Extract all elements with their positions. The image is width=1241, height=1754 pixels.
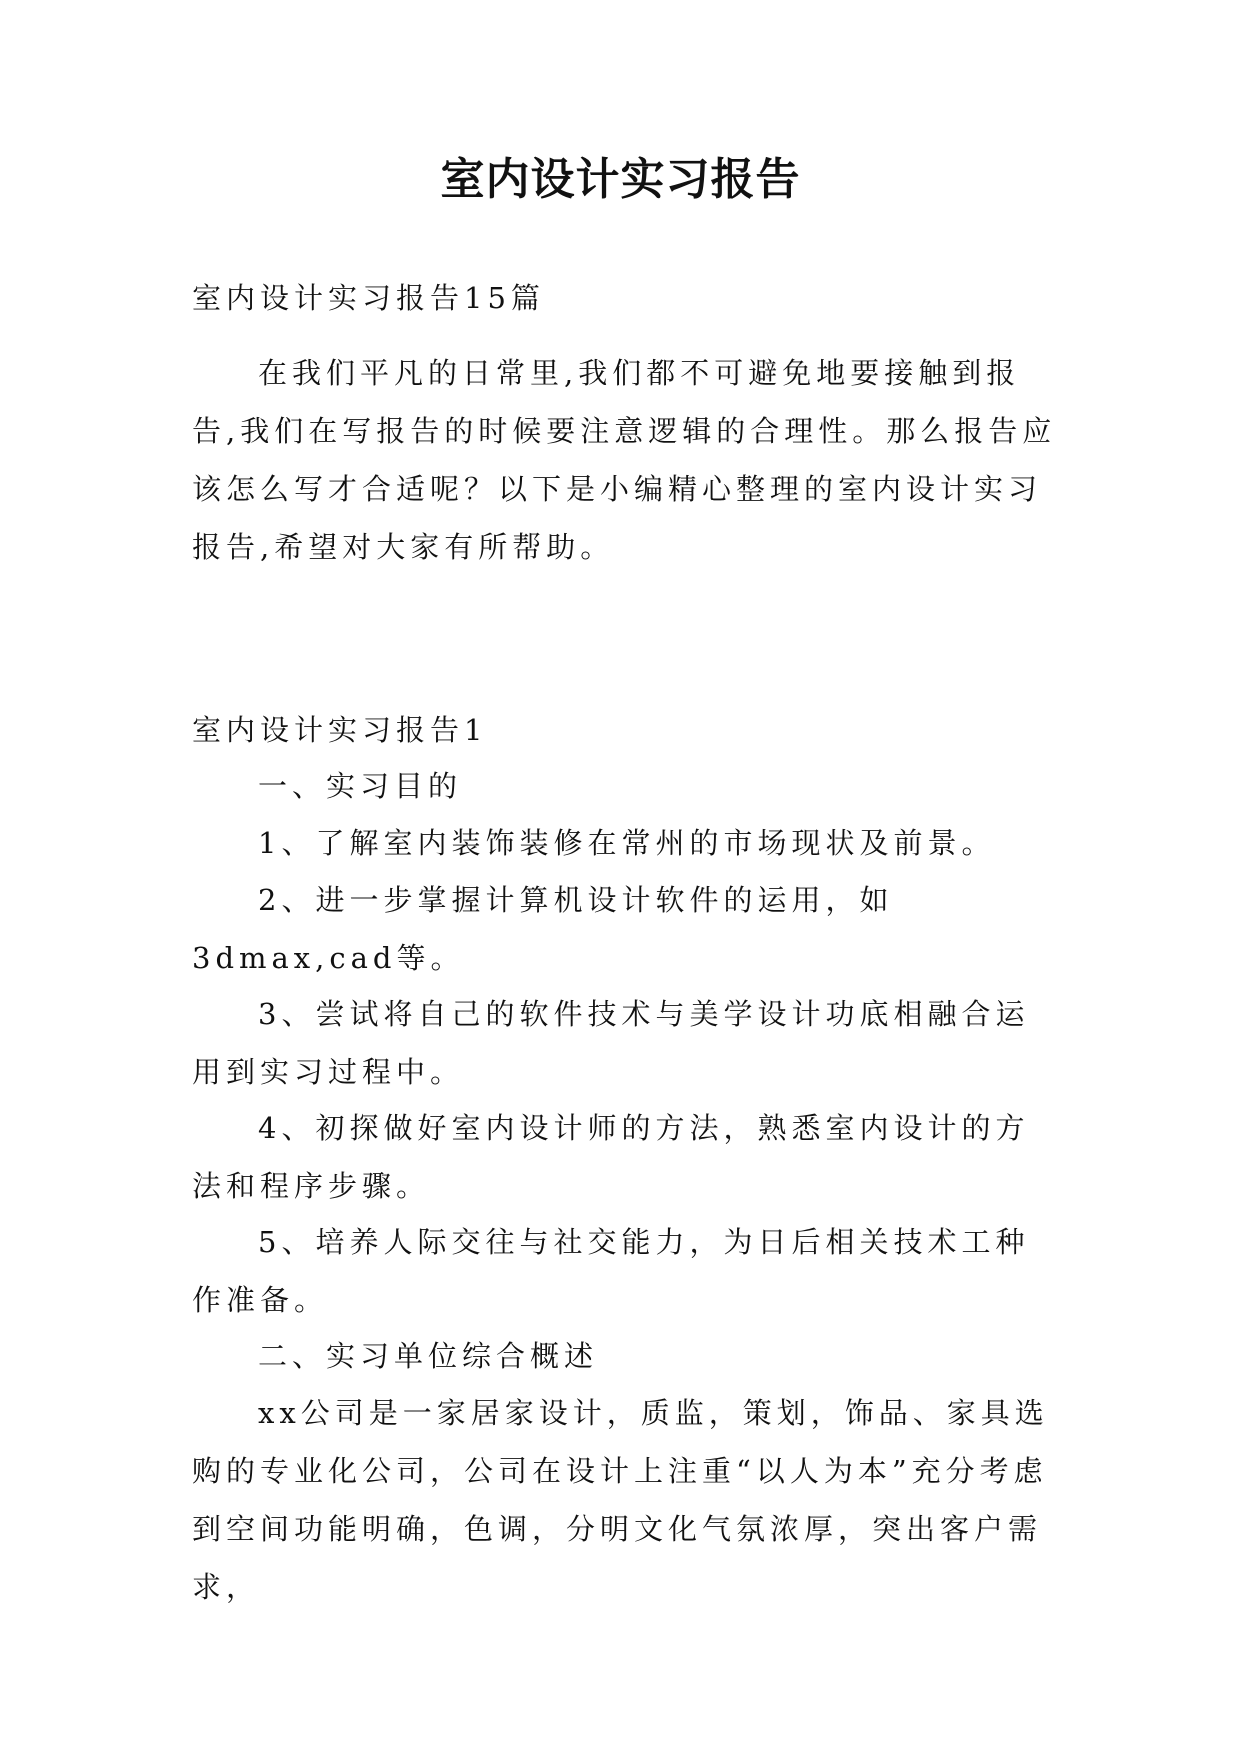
- company-overview-paragraph: xx公司是一家居家设计，质监，策划，饰品、家具选购的专业化公司，公司在设计上注重“以人为本”充分考虑到空间功能明确，色调，分明文化气氛浓厚，突出客户需求，: [192, 1396, 1049, 1604]
- list-item: 4、初探做好室内设计师的方法，熟悉室内设计的方法和程序步骤。: [192, 1111, 1030, 1203]
- section-heading: 室内设计实习报告1: [192, 713, 488, 747]
- subsection-heading-purpose: 一、实习目的: [258, 769, 463, 803]
- subsection-heading-overview: 二、实习单位综合概述: [258, 1339, 599, 1373]
- intro-paragraph: 在我们平凡的日常里,我们都不可避免地要接触到报告,我们在写报告的时候要注意逻辑的合理性。那么报告应该怎么写才合适呢？以下是小编精心整理的室内设计实习报告,希望对大家有所帮助。: [192, 356, 1057, 564]
- list-item: 1、了解室内装饰装修在常州的市场现状及前景。: [258, 826, 996, 860]
- document-title: 室内设计实习报告: [440, 154, 801, 205]
- list-item: 2、进一步掌握计算机设计软件的运用，如3dmax,cad等。: [192, 883, 894, 975]
- document-subtitle: 室内设计实习报告15篇: [192, 281, 545, 315]
- list-item: 3、尝试将自己的软件技术与美学设计功底相融合运用到实习过程中。: [192, 997, 1030, 1089]
- list-item: 5、培养人际交往与社交能力，为日后相关技术工种作准备。: [192, 1225, 1030, 1317]
